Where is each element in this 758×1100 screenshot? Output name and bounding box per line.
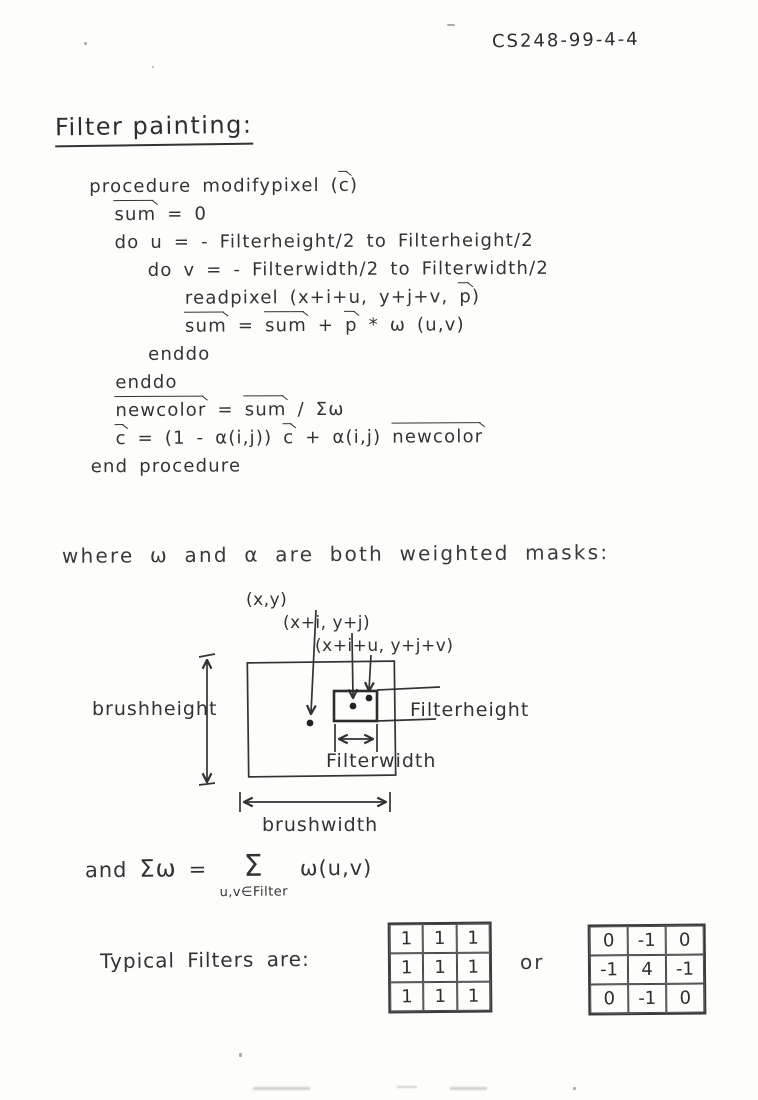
- filter-cell: 0: [590, 984, 628, 1013]
- filter-cell: 1: [457, 982, 491, 1011]
- scan-artifact: [450, 1087, 487, 1090]
- pseudocode-line: [115, 367, 549, 397]
- box-filter-grid: [388, 922, 493, 1014]
- filter-cell: -1: [666, 955, 704, 984]
- label-point-xiu-yjv: (x+i+u, y+j+v): [315, 636, 454, 656]
- brushheight-top-tick: [199, 654, 215, 657]
- scan-artifact: [573, 1087, 576, 1090]
- code-text: do v = - Filterwidth/2 to Filterwidth/2: [147, 257, 550, 281]
- dot-brush-center: [307, 720, 314, 727]
- pseudocode-block: [89, 171, 550, 481]
- pseudocode-line: [114, 227, 548, 257]
- pseudocode-line: [114, 199, 548, 229]
- pseudocode-line: [148, 255, 549, 285]
- course-code: CS248-99-4-4: [491, 28, 640, 53]
- vector-term: newcolor: [392, 423, 483, 451]
- code-text: end procedure: [90, 455, 242, 478]
- scan-artifact: [84, 42, 87, 45]
- filter-cell: -1: [590, 955, 628, 984]
- code-text: readpixel (x+i+u, y+j+v,: [184, 286, 460, 309]
- pseudocode-line: [116, 423, 550, 453]
- code-text: do u = - Filterheight/2 to Filterheight/2: [114, 229, 534, 254]
- filter-cell: 0: [666, 984, 704, 1013]
- filter-cell: 4: [628, 955, 666, 984]
- vector-term: c: [116, 425, 127, 453]
- filter-cell: 1: [390, 953, 424, 982]
- code-text: / Σω: [286, 398, 345, 421]
- vector-term: sum: [185, 312, 227, 340]
- formula-prefix: and: [84, 857, 128, 883]
- code-text: =: [226, 315, 266, 337]
- brush-filter-diagram: [0, 575, 758, 865]
- code-text: procedure modifypixel (: [89, 174, 339, 198]
- code-text: = (1 - α(i,j)): [126, 427, 284, 450]
- code-text: enddo: [115, 371, 178, 394]
- or-label: or: [520, 950, 545, 974]
- dot-filter-center: [350, 703, 357, 710]
- formula-lhs: Σω: [139, 854, 177, 883]
- filter-cell: 1: [390, 982, 424, 1011]
- scan-artifact: [239, 1053, 242, 1057]
- pseudocode-line: [148, 339, 549, 369]
- vector-term: c: [339, 172, 350, 200]
- dot-filter-sample: [366, 695, 373, 702]
- label-point-xi-yj: (x+i, y+j): [283, 613, 371, 633]
- sigma-with-subscript: [219, 848, 289, 901]
- filter-cell: 0: [666, 926, 704, 955]
- filter-cell: 1: [423, 953, 457, 982]
- formula-equals: =: [188, 857, 208, 882]
- brushheight-bottom-tick: [199, 783, 215, 785]
- arrow-to-filter-sample: [369, 655, 371, 690]
- vector-term: sum: [245, 396, 287, 424]
- pseudocode-line: [185, 283, 549, 313]
- scan-artifact: [397, 1086, 417, 1088]
- label-filterheight: Filterheight: [410, 699, 530, 721]
- laplacian-filter-grid: [588, 923, 707, 1015]
- pseudocode-line: [89, 171, 548, 201]
- filter-cell: -1: [628, 926, 666, 955]
- filter-cell: 1: [457, 953, 491, 982]
- sigma-subscript: u,v∈Filter: [219, 884, 289, 901]
- vector-term: sum: [114, 201, 156, 229]
- vector-term: newcolor: [115, 397, 206, 425]
- code-text: * ω (u,v): [357, 314, 465, 336]
- code-text: enddo: [148, 343, 211, 365]
- filter-cell: 0: [590, 926, 628, 955]
- code-text: + α(i,j): [294, 426, 393, 449]
- filter-cell: 1: [423, 982, 457, 1011]
- masks-note: where ω and α are both weighted masks:: [61, 540, 610, 568]
- filter-cell: 1: [456, 924, 490, 953]
- sum-weights-formula: [84, 848, 373, 902]
- scan-artifact: [253, 1087, 310, 1090]
- pseudocode-line: [91, 451, 550, 481]
- label-point-xy: (x,y): [246, 590, 288, 610]
- sigma-symbol: Σ: [243, 848, 264, 884]
- vector-term: c: [283, 424, 294, 452]
- page-title: Filter painting:: [55, 111, 253, 148]
- filter-cell: 1: [390, 924, 424, 953]
- label-brushheight: brushheight: [92, 698, 218, 720]
- label-brushwidth: brushwidth: [262, 814, 379, 836]
- vector-term: p: [459, 283, 472, 311]
- filter-cell: -1: [628, 984, 666, 1013]
- code-text: =: [206, 399, 245, 421]
- scan-artifact: [152, 66, 154, 68]
- code-text: = 0: [156, 203, 208, 225]
- vector-term: p: [345, 312, 358, 340]
- scan-artifact: [447, 24, 455, 26]
- label-filterwidth: Filterwidth: [326, 750, 437, 772]
- pseudocode-line: [115, 395, 549, 425]
- filterheight-top-line: [377, 687, 440, 690]
- code-text: +: [306, 314, 346, 337]
- typical-filters-caption: Typical Filters are:: [99, 946, 310, 974]
- pseudocode-line: [185, 311, 549, 341]
- arrow-to-filter-center: [352, 633, 353, 697]
- formula-rhs: ω(u,v): [299, 855, 373, 881]
- filter-cell: 1: [423, 924, 457, 953]
- vector-term: sum: [265, 312, 307, 340]
- code-text: ): [471, 286, 481, 308]
- code-text: ): [349, 174, 359, 196]
